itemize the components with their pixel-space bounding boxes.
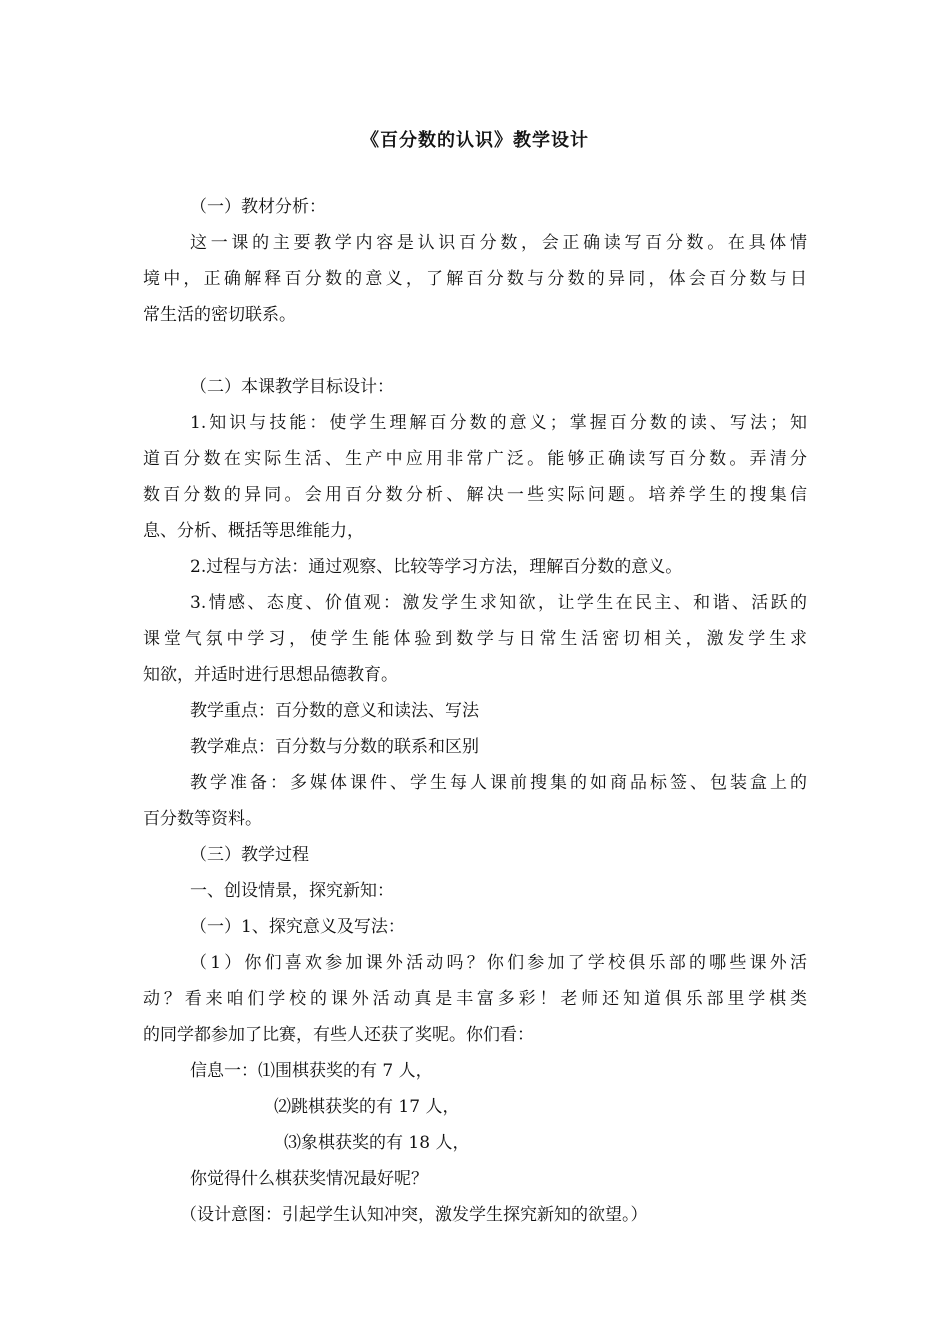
paragraph-line: 数百分数的异同。会用百分数分析、解决一些实际问题。培养学生的搜集信 [143, 485, 807, 505]
paragraph-line: 2.过程与方法：通过观察、比较等学习方法，理解百分数的意义。 [190, 557, 683, 577]
paragraph-line: 教学重点：百分数的意义和读法、写法 [190, 701, 479, 721]
paragraph-line: （一）1、探究意义及写法： [190, 917, 405, 937]
paragraph-line: 境中，正确解释百分数的意义，了解百分数与分数的异同，体会百分数与日 [143, 269, 807, 289]
paragraph-line: 息、分析、概括等思维能力， [143, 521, 364, 541]
paragraph-line: 1.知识与技能：使学生理解百分数的意义；掌握百分数的读、写法；知 [190, 413, 807, 433]
paragraph-line: 教学难点：百分数与分数的联系和区别 [190, 737, 479, 757]
paragraph-line: 常生活的密切联系。 [143, 305, 296, 325]
paragraph-line: 一、创设情景，探究新知： [190, 881, 394, 901]
paragraph-line: 动？看来咱们学校的课外活动真是丰富多彩！老师还知道俱乐部里学棋类 [143, 989, 807, 1009]
paragraph-line: 道百分数在实际生活、生产中应用非常广泛。能够正确读写百分数。弄清分 [143, 449, 807, 469]
paragraph-line: 3.情感、态度、价值观：激发学生求知欲，让学生在民主、和谐、活跃的 [190, 593, 807, 613]
paragraph-line: 的同学都参加了比赛，有些人还获了奖呢。你们看： [143, 1025, 534, 1045]
section-heading-1: （一）教材分析： [190, 197, 326, 217]
paragraph-line: （1）你们喜欢参加课外活动吗？你们参加了学校俱乐部的哪些课外活 [190, 953, 807, 973]
design-note-line: （设计意图：引起学生认知冲突，激发学生探究新知的欲望。） [180, 1205, 648, 1225]
paragraph-line: 知欲，并适时进行思想品德教育。 [143, 665, 398, 685]
question-line: 你觉得什么棋获奖情况最好呢？ [190, 1169, 428, 1189]
info-line: 信息一：⑴围棋获奖的有 7 人， [190, 1061, 433, 1081]
paragraph-line: 课堂气氛中学习，使学生能体验到数学与日常生活密切相关，激发学生求 [143, 629, 807, 649]
paragraph-line: 教学准备：多媒体课件、学生每人课前搜集的如商品标签、包装盒上的 [190, 773, 807, 793]
document-title: 《百分数的认识》教学设计 [361, 130, 589, 151]
paragraph-line: 百分数等资料。 [143, 809, 262, 829]
section-heading-3: （三）教学过程 [190, 845, 309, 865]
info-line: ⑶象棋获奖的有 18 人， [284, 1133, 470, 1153]
info-line: ⑵跳棋获奖的有 17 人， [274, 1097, 460, 1117]
paragraph-line: 这一课的主要教学内容是认识百分数，会正确读写百分数。在具体情 [190, 233, 807, 253]
section-heading-2: （二）本课教学目标设计： [190, 377, 394, 397]
